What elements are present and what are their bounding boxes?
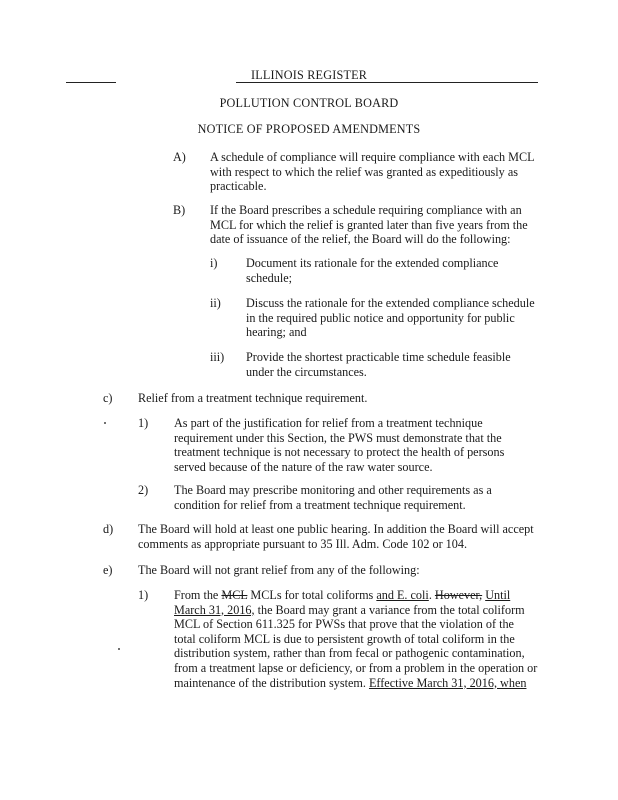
register-title: ILLINOIS REGISTER: [250, 68, 368, 82]
inserted-text: Until March 31, 2016,: [174, 588, 511, 617]
item-b-text: If the Board prescribes a schedule requiring compliance with an MCL for which the relief is granted later than five years from the date of issuance of the relief, the Board will do the following:: [210, 203, 528, 247]
item-d-text: The Board will hold at least one public hearing. In addition the Board will accept comments as appropriate pursuant to 35 Ill. Adm. Code 102 or 104.: [138, 522, 534, 551]
item-c-2-label: 2): [138, 483, 149, 497]
item-b-ii-label: ii): [210, 296, 221, 310]
item-b-ii-text: Discuss the rationale for the extended compliance schedule in the required public notice and opportunity for public hearing; and: [246, 296, 535, 340]
inserted-text: Effective March 31, 2016, when: [368, 675, 527, 690]
board-title: POLLUTION CONTROL BOARD: [219, 96, 399, 110]
item-b-label: B): [173, 203, 186, 217]
item-c-2-text: The Board may prescribe monitoring and other requirements as a condition for relief from a treatment technique requirement.: [174, 483, 492, 512]
item-a-label: A): [173, 150, 186, 164]
item-b-iii-label: iii): [210, 350, 225, 364]
scan-speck: [118, 648, 120, 650]
item-e-1-label: 1): [138, 588, 149, 602]
item-c-1-text: As part of the justification for relief from a treatment technique requirement under this Section, the PWS must demonstrate that the treatment technique is not necessary to protect the health of persons served because of the nature of the raw water source.: [174, 416, 505, 474]
item-e-1-text: From the MCL MCLs for total coliforms and E. coli. However, Until March 31, 2016, the Board may grant a variance from the total coliform MCL of Section 611.325 for PWSs that prove that the violation of the total coliform MCL is due to persistent growth of total coliform in the distribution system, rather than from fecal or pathogenic contamination, from a treatment lapse or deficiency, or from a problem in the operation or maintenance of the distribution system. Effective March 31, 2016, when: [174, 588, 538, 690]
item-c-1-label: 1): [138, 416, 149, 430]
inserted-text: and E. coli: [376, 588, 429, 602]
item-d-label: d): [103, 522, 114, 536]
item-e-label: e): [103, 563, 113, 577]
header-rule-left: [66, 82, 116, 83]
notice-title: NOTICE OF PROPOSED AMENDMENTS: [197, 122, 421, 136]
deleted-text: MCL: [221, 588, 248, 602]
scan-speck: [104, 422, 106, 424]
item-b-i-text: Document its rationale for the extended compliance schedule;: [246, 256, 499, 285]
deleted-text: However,: [434, 588, 483, 602]
item-e-text: The Board will not grant relief from any of the following:: [138, 563, 420, 577]
item-b-iii-text: Provide the shortest practicable time schedule feasible under the circumstances.: [246, 350, 511, 379]
item-c-label: c): [103, 391, 113, 405]
header-rule: [236, 82, 538, 83]
item-b-i-label: i): [210, 256, 218, 270]
item-c-text: Relief from a treatment technique requirement.: [138, 391, 368, 405]
item-a-text: A schedule of compliance will require compliance with each MCL with respect to which the relief was granted as expeditiously as practicable.: [210, 150, 535, 194]
